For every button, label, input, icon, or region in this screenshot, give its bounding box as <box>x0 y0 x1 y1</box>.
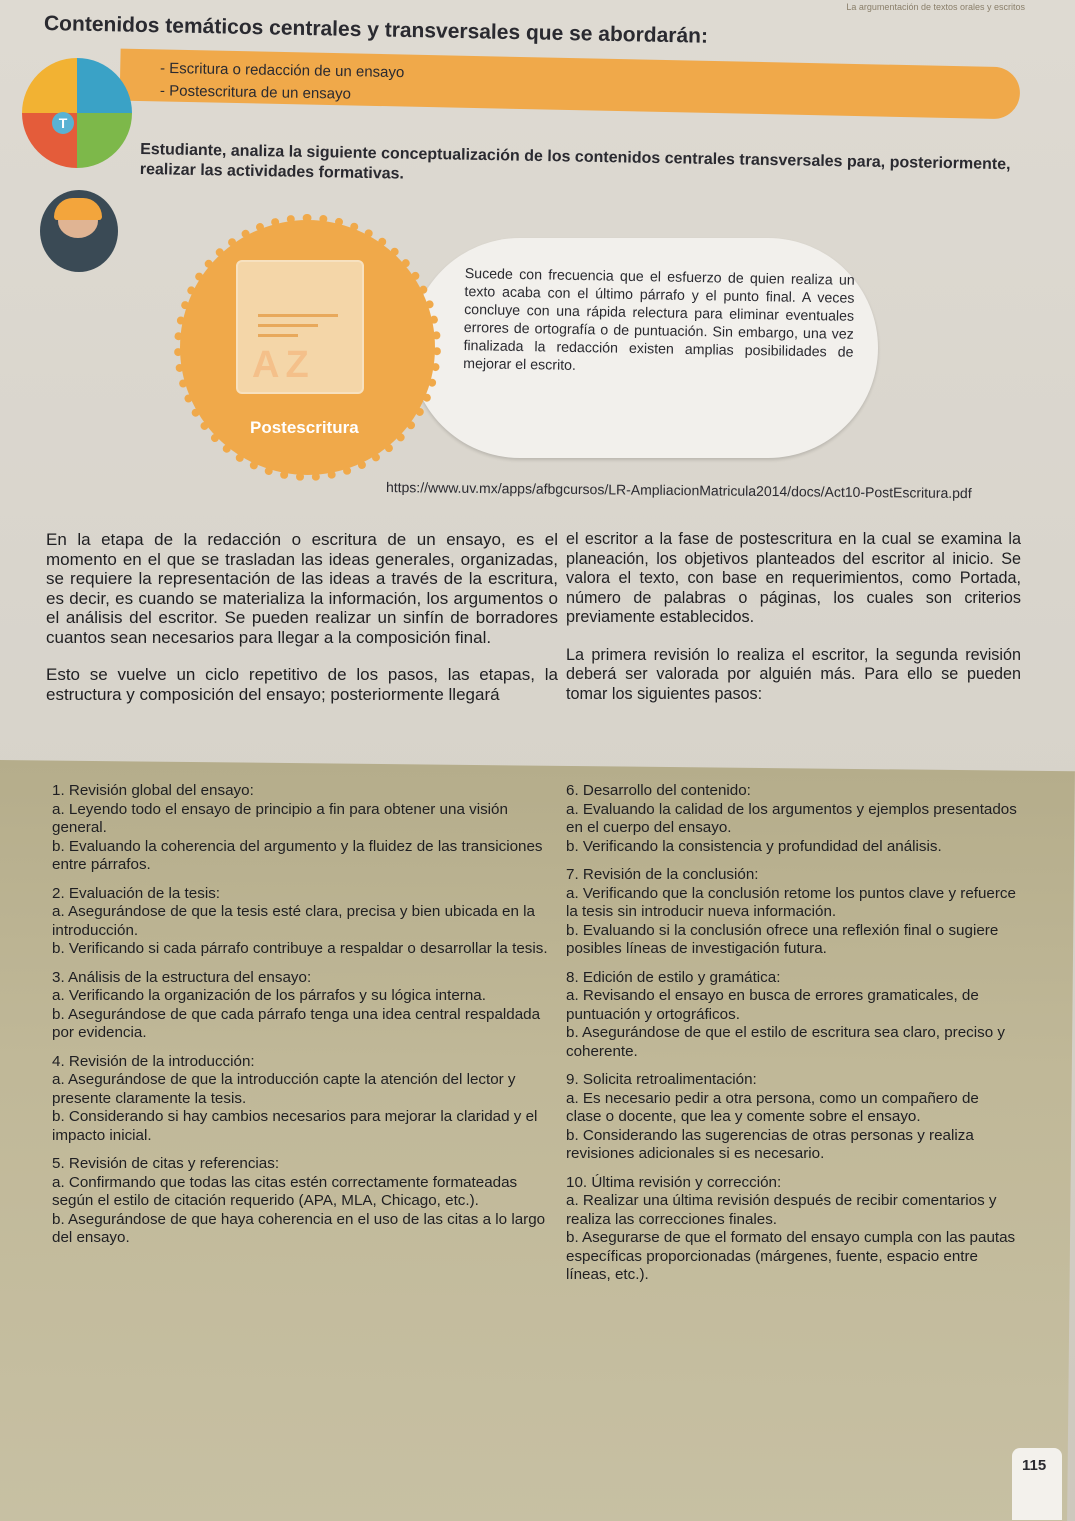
body-paragraph: Esto se vuelve un ciclo repetitivo de los pasos, las etapas, la estructura y composición del ensayo; posteriormente llegará <box>46 665 558 704</box>
body-left-column <box>46 530 558 704</box>
step-title: 4. Revisión de la introducción: <box>52 1052 255 1070</box>
step-item: a. Asegurándose de que la tesis esté clara, precisa y bien ubicada en la introducción. <box>52 903 535 939</box>
steps-right-column <box>566 782 1018 1285</box>
step-title: 7. Revisión de la conclusión: <box>566 866 759 883</box>
body-paragraph: La primera revisión lo realiza el escritor, la segunda revisión deberá ser valorada por alguién más. Para ello se pueden tomar los siguientes pasos: <box>566 645 1021 703</box>
badge-label: Postescritura <box>250 418 359 437</box>
step-title: 8. Edición de estilo y gramática: <box>566 968 781 986</box>
color-wheel-icon <box>22 58 132 168</box>
step-title: 5. Revisión de citas y referencias: <box>52 1155 280 1172</box>
step-item: a. Confirmando que todas las citas estén correctamente formateadas según el estilo de citación requerido (APA, MLA, Chicago, etc.). <box>52 1173 518 1209</box>
running-head: La argumentación de textos orales y escritos <box>846 2 1025 12</box>
step-item: b. Asegurándose de que el estilo de escritura sea claro, preciso y coherente. <box>566 1024 1006 1060</box>
step-item: b. Asegurándose de que haya coherencia en el uso de las citas a lo largo del ensayo. <box>52 1210 546 1246</box>
step-title: 3. Análisis de la estructura del ensayo: <box>52 968 312 986</box>
step-item: a. Verificando que la conclusión retome los puntos clave y refuerce la tesis sin introducir nueva información. <box>566 884 1016 920</box>
step-title: 6. Desarrollo del contenido: <box>566 782 751 799</box>
step-title: 1. Revisión global del ensayo: <box>52 782 254 799</box>
step-item: b. Considerando si hay cambios necesarios para mejorar la claridad y el impacto inicial. <box>52 1108 538 1144</box>
step-title: 2. Evaluación de la tesis: <box>52 884 221 902</box>
topic-bullet-1: - Escritura o redacción de un ensayo <box>159 59 405 82</box>
step-item: b. Asegurarse de que el formato del ensayo cumpla con las pautas específicas proporcionadas (márgenes, fuente, espacio entre líneas, etc.). <box>566 1229 1016 1283</box>
step-item: a. Leyendo todo el ensayo de principio a fin para obtener una visión general. <box>52 800 508 836</box>
step-item: b. Evaluando la coherencia del argumento y la fluidez de las transiciones entre párrafos. <box>52 837 543 873</box>
step-item: b. Verificando si cada párrafo contribuye a respaldar o desarrollar la tesis. <box>52 940 548 957</box>
step-item: b. Verificando la consistencia y profundidad del análisis. <box>566 837 942 855</box>
body-paragraph: En la etapa de la redacción o escritura de un ensayo, es el momento en el que se trasladan las ideas generales, organizadas, se requiere la representación de las ideas a través de la escritura, es decir, es cuando se materializa la información, los argumentos o el análisis del escritor. Se pueden realizar un sinfín de borradores cuantos sean necesarios para llegar a la composición final. <box>46 530 558 647</box>
student-avatar-icon <box>40 190 118 272</box>
step-item: b. Evaluando si la conclusión ofrece una reflexión final o sugiere posibles líneas de investigación futura. <box>566 921 999 957</box>
t-badge-icon: T <box>52 112 74 134</box>
step-item: b. Considerando las sugerencias de otras personas y realiza revisiones adicionales si es necesario. <box>566 1126 974 1162</box>
step-title: 9. Solicita retroalimentación: <box>566 1071 757 1088</box>
source-link[interactable]: https://www.uv.mx/apps/afbgcursos/LR-AmpliacionMatricula2014/docs/Act10-PostEscritura.pdf <box>385 479 972 502</box>
step-item: a. Es necesario pedir a otra persona, como un compañero de clase o docente, que lea y comente sobre el ensayo. <box>566 1089 979 1125</box>
section-title: Contenidos temáticos centrales y transversales que se abordarán: <box>43 12 709 48</box>
topic-bullet-2: - Postescritura de un ensayo <box>159 82 352 103</box>
body-right-column <box>566 530 1021 704</box>
steps-left-column <box>52 782 550 1248</box>
body-paragraph: el escritor a la fase de postescritura en la cual se examina la planeación, los objetivos planteados del escritor al inicio. Se valora el texto, con base en requerimientos, como Portada, número de palabras o páginas, los cuales son criterios previamente establecidos. <box>566 530 1021 626</box>
intro-instruction: Estudiante, analiza la siguiente conceptualización de los contenidos centrales transversales para, posteriormente, realizar las actividades formativas. <box>139 141 1011 183</box>
step-item: a. Evaluando la calidad de los argumentos y ejemplos presentados en el cuerpo del ensayo. <box>566 800 1017 836</box>
az-letters: AZ <box>252 344 315 386</box>
step-item: a. Verificando la organización de los párrafos y su lógica interna. <box>52 987 486 1004</box>
step-title: 10. Última revisión y corrección: <box>566 1173 782 1191</box>
step-item: a. Asegurándose de que la introducción capte la atención del lector y presente claramente la tesis. <box>52 1071 516 1107</box>
page-number: 115 <box>1022 1457 1047 1474</box>
page-number-tab <box>1012 1448 1062 1520</box>
bubble-text: Sucede con frecuencia que el esfuerzo de quien realiza un texto acaba con el último párrafo y el punto final. A veces concluye con una rápida relectura para eliminar eventuales errores de ortografía o de puntuación. Sin embargo, una vez finalizada la redacción existen amplias posibilidades de mejorar el escrito. <box>463 266 855 374</box>
step-item: b. Asegurándose de que cada párrafo tenga una idea central respaldada por evidencia. <box>52 1005 541 1041</box>
step-item: a. Realizar una última revisión después de recibir comentarios y realiza las correcciones finales. <box>566 1192 997 1228</box>
step-item: a. Revisando el ensayo en busca de errores gramaticales, de puntuación y ortográficos. <box>566 987 979 1023</box>
